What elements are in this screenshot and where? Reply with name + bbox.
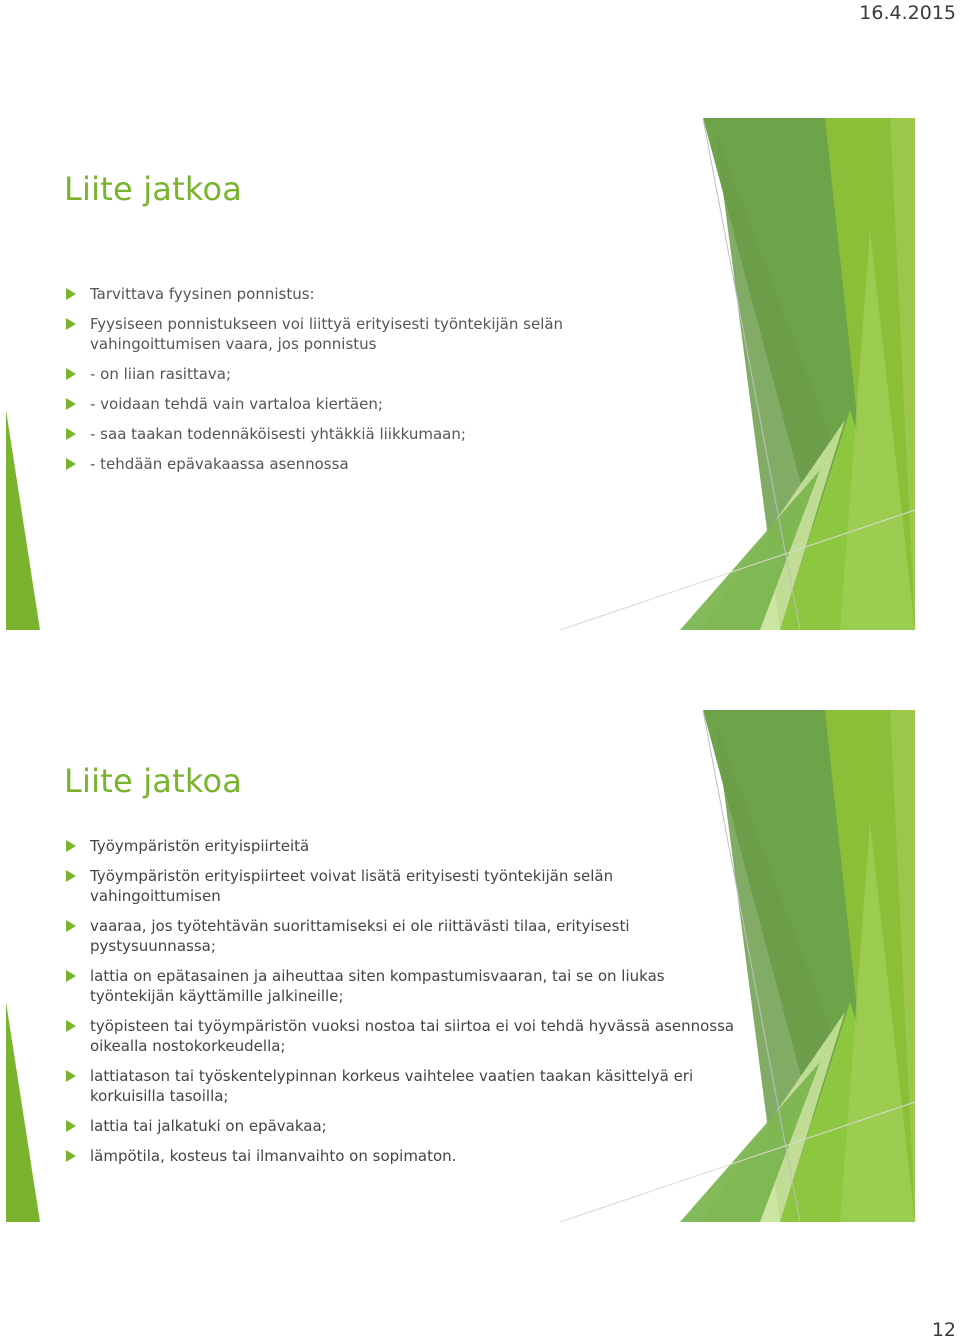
list-item: - voidaan tehdä vain vartaloa kiertäen;: [64, 394, 624, 414]
slide-title: Liite jatkoa: [64, 170, 243, 208]
triangle-bullet-icon: [66, 1070, 76, 1082]
triangle-bullet-icon: [66, 970, 76, 982]
triangle-bullet-icon: [66, 1120, 76, 1132]
list-item: Tarvittava fyysinen ponnistus:: [64, 284, 624, 304]
list-item: - saa taakan todennäköisesti yhtäkkiä liikkumaan;: [64, 424, 624, 444]
list-item: vaaraa, jos työtehtävän suorittamiseksi ei ole riittävästi tilaa, erityisesti pystysuunnassa;: [64, 916, 744, 956]
bullet-list: [64, 284, 624, 484]
list-item: Työympäristön erityispiirteitä: [64, 836, 744, 856]
triangle-bullet-icon: [66, 398, 76, 410]
list-item: - tehdään epävakaassa asennossa: [64, 454, 624, 474]
triangle-bullet-icon: [66, 870, 76, 882]
list-item: Työympäristön erityispiirteet voivat lisätä erityisesti työntekijän selän vahingoittumisen: [64, 866, 744, 906]
triangle-bullet-icon: [66, 368, 76, 380]
triangle-bullet-icon: [66, 458, 76, 470]
triangle-bullet-icon: [66, 920, 76, 932]
slide-1: [0, 110, 960, 630]
slide-title: Liite jatkoa: [64, 762, 243, 800]
triangle-bullet-icon: [66, 1150, 76, 1162]
list-item: työpisteen tai työympäristön vuoksi nostoa tai siirtoa ei voi tehdä hyvässä asennossa oikealla nostokorkeudella;: [64, 1016, 744, 1056]
triangle-bullet-icon: [66, 428, 76, 440]
page-date: 16.4.2015: [859, 2, 956, 24]
triangle-bullet-icon: [66, 840, 76, 852]
triangle-bullet-icon: [66, 318, 76, 330]
list-item: lattia on epätasainen ja aiheuttaa siten kompastumisvaaran, tai se on liukas työntekijän käyttämille jalkineille;: [64, 966, 744, 1006]
page-number: 12: [931, 1319, 956, 1341]
slide-2: [0, 702, 960, 1222]
triangle-bullet-icon: [66, 288, 76, 300]
list-item: - on liian rasittava;: [64, 364, 624, 384]
triangle-bullet-icon: [66, 1020, 76, 1032]
list-item: lattia tai jalkatuki on epävakaa;: [64, 1116, 744, 1136]
list-item: lattiatason tai työskentelypinnan korkeus vaihtelee vaatien taakan käsittelyä eri korkuisilla tasoilla;: [64, 1066, 744, 1106]
list-item: Fyysiseen ponnistukseen voi liittyä erityisesti työntekijän selän vahingoittumisen vaara, jos ponnistus: [64, 314, 624, 354]
bullet-list: [64, 836, 744, 1176]
list-item: lämpötila, kosteus tai ilmanvaihto on sopimaton.: [64, 1146, 744, 1166]
